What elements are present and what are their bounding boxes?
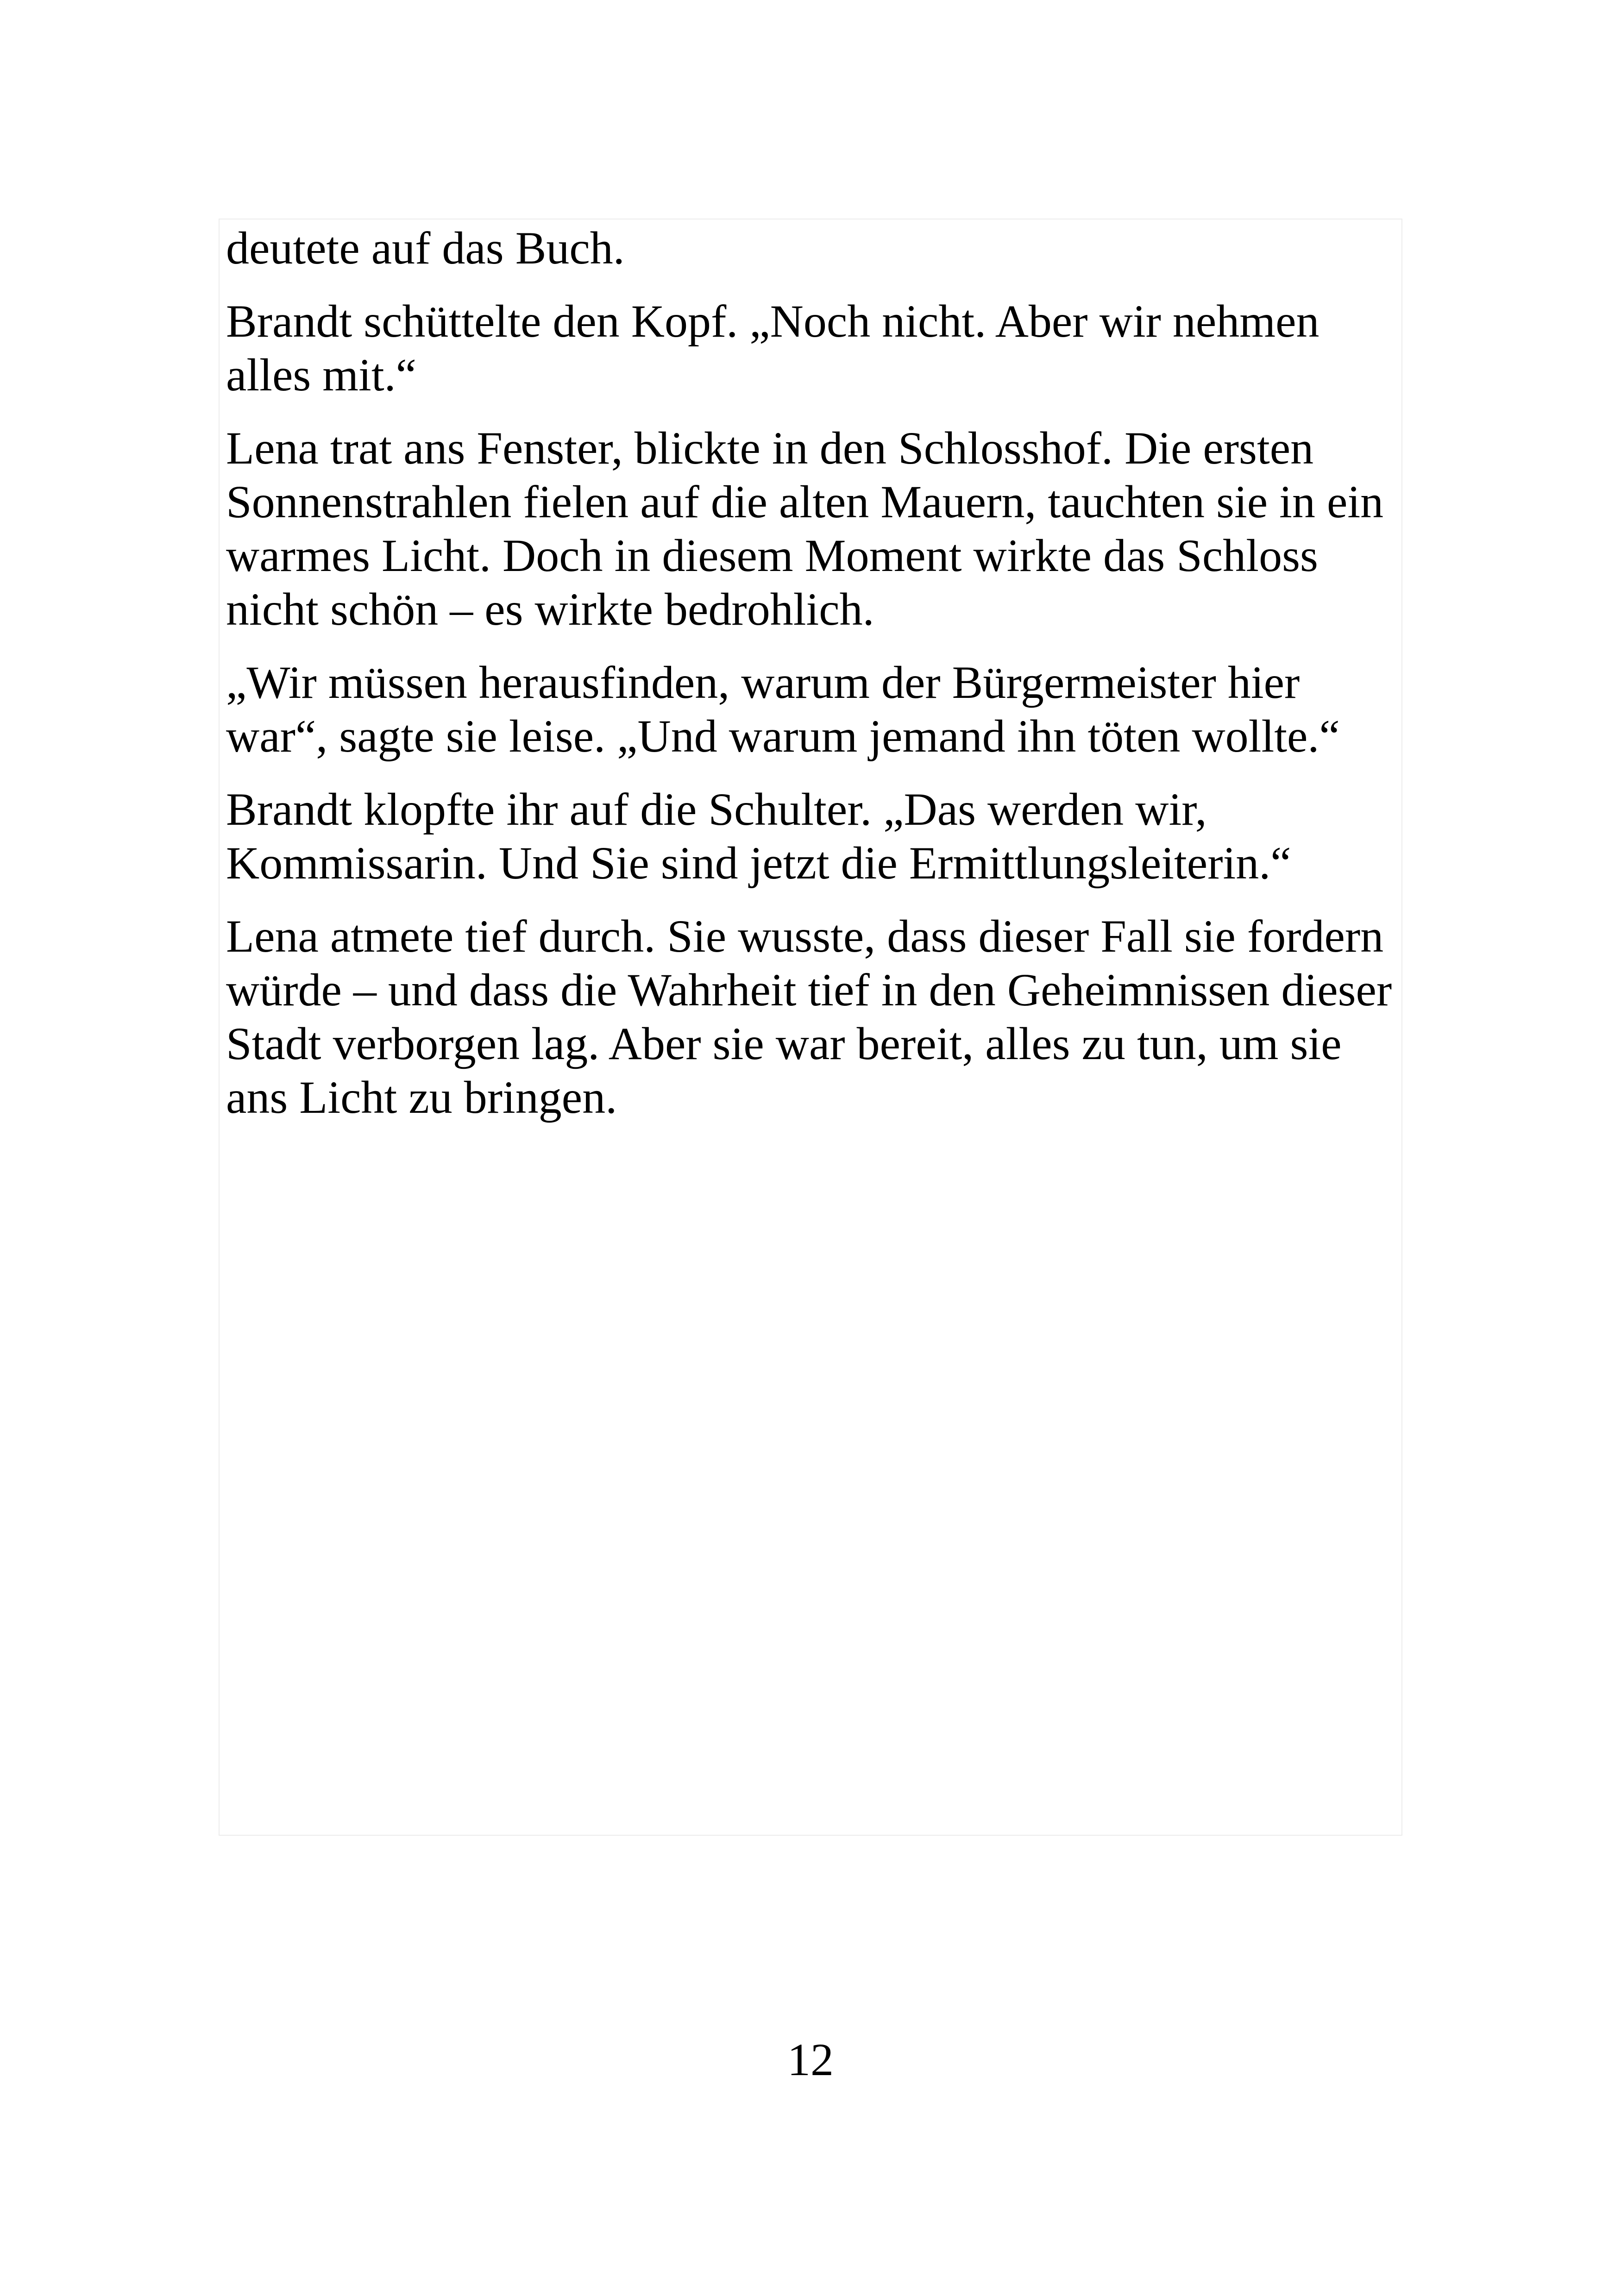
text-line: Stadt verborgen lag. Aber sie war bereit, alles zu tun, um sie (226, 1018, 1342, 1069)
text-line: warmes Licht. Doch in diesem Moment wirkte das Schloss (226, 530, 1318, 581)
text-line: Sonnenstrahlen fielen auf die alten Mauern, tauchten sie in ein (226, 476, 1384, 527)
text-line: deutete auf das Buch. (226, 222, 625, 274)
text-line: „Wir müssen herausfinden, warum der Bürgermeister hier (226, 657, 1300, 708)
paragraph (226, 783, 1402, 890)
paragraph (226, 421, 1402, 636)
body-text (226, 221, 1402, 1144)
text-line: war“, sagte sie leise. „Und warum jemand ihn töten wollte.“ (226, 710, 1340, 762)
paragraph (226, 221, 1402, 275)
text-line: würde – und dass die Wahrheit tief in den Geheimnissen dieser (226, 964, 1392, 1016)
text-line: Brandt schüttelte den Kopf. „Noch nicht. Aber wir nehmen (226, 295, 1319, 347)
text-line: Kommissarin. Und Sie sind jetzt die Ermittlungsleiterin.“ (226, 837, 1291, 889)
paragraph (226, 910, 1402, 1124)
text-line: Lena atmete tief durch. Sie wusste, dass dieser Fall sie fordern (226, 910, 1384, 962)
text-line: ans Licht zu bringen. (226, 1072, 617, 1123)
paragraph (226, 656, 1402, 763)
paragraph (226, 295, 1402, 402)
page-number: 12 (787, 2034, 834, 2085)
text-line: Brandt klopfte ihr auf die Schulter. „Das werden wir, (226, 784, 1207, 835)
text-line: alles mit.“ (226, 349, 416, 401)
text-line: Lena trat ans Fenster, blickte in den Schlosshof. Die ersten (226, 422, 1314, 474)
text-line: nicht schön – es wirkte bedrohlich. (226, 583, 874, 635)
